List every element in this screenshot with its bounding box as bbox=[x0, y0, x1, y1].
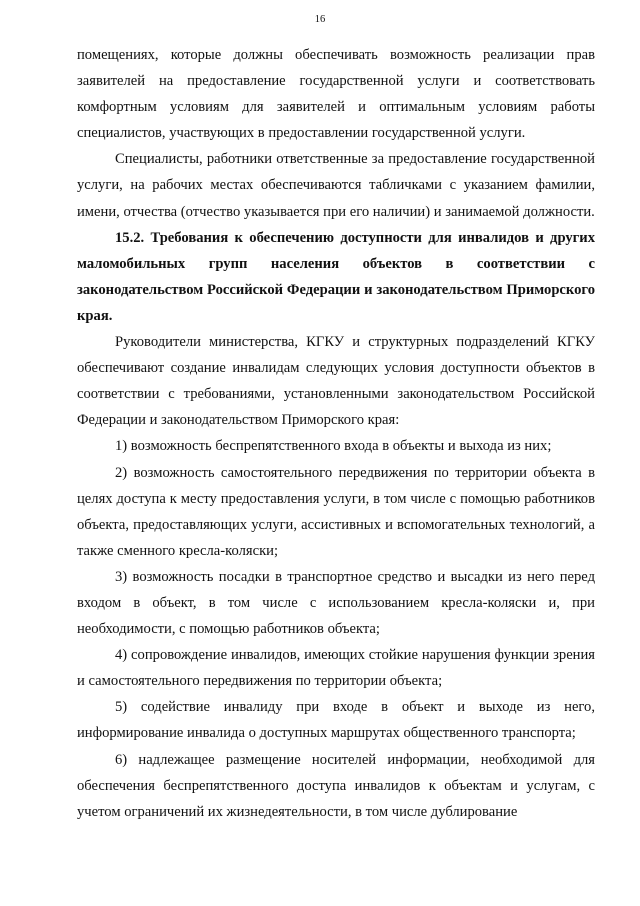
list-item-3: 3) возможность посадки в транспортное средство и высадки из него перед входом в объект, в том числе с использованием кресла-коляски и, при необходимости, с помощью работников объекта; bbox=[77, 568, 595, 638]
document-body bbox=[77, 42, 595, 825]
list-item-2: 2) возможность самостоятельного передвижения по территории объекта в целях доступа к месту предоставления услуги, в том числе с помощью работников объекта, предоставляющих услуги, ассистивных и вспомогательных технологий, а также сменного кресла-коляски; bbox=[77, 464, 595, 559]
paragraph-staff-nameplates: Специалисты, работники ответственные за предоставление государственной услуги, на рабочих местах обеспечиваются табличками с указанием фамилии, имени, отчества (отчество указывается при его наличии) и занимаемой должности. bbox=[77, 151, 595, 220]
list-item-1: 1) возможность беспрепятственного входа в объекты и выхода из них; bbox=[115, 438, 552, 455]
section-heading-15-2: 15.2. Требования к обеспечению доступности для инвалидов и других маломобильных групп населения объектов в соответствии с законодательством Российской Федерации и законодательством Приморского края. bbox=[77, 229, 595, 324]
paragraph-accessibility-intro: Руководители министерства, КГКУ и структурных подразделений КГКУ обеспечивают создание инвалидам следующих условия доступности объектов в соответствии с требованиями, установленными законодательством Российской Федерации и законодательством Приморского края: bbox=[77, 334, 595, 429]
list-item-5: 5) содействие инвалиду при входе в объект и выходе из него, информирование инвалида о доступных маршрутах общественного транспорта; bbox=[77, 699, 595, 742]
page-number: 16 bbox=[314, 14, 326, 25]
paragraph-premises-requirements: помещениях, которые должны обеспечивать возможность реализации прав заявителей на предоставление государственной услуги и соответствовать комфортным условиям для заявителей и оптимальным условиям работы специалистов, участвующих в предоставлении государственной услуги. bbox=[77, 47, 595, 142]
list-item-6: 6) надлежащее размещение носителей информации, необходимой для обеспечения беспрепятственного доступа инвалидов к объектам и услугам, с учетом ограничений их жизнедеятельности, в том числе дублирование bbox=[77, 751, 595, 820]
list-item-4: 4) сопровождение инвалидов, имеющих стойкие нарушения функции зрения и самостоятельного передвижения по территории объекта; bbox=[77, 647, 595, 690]
